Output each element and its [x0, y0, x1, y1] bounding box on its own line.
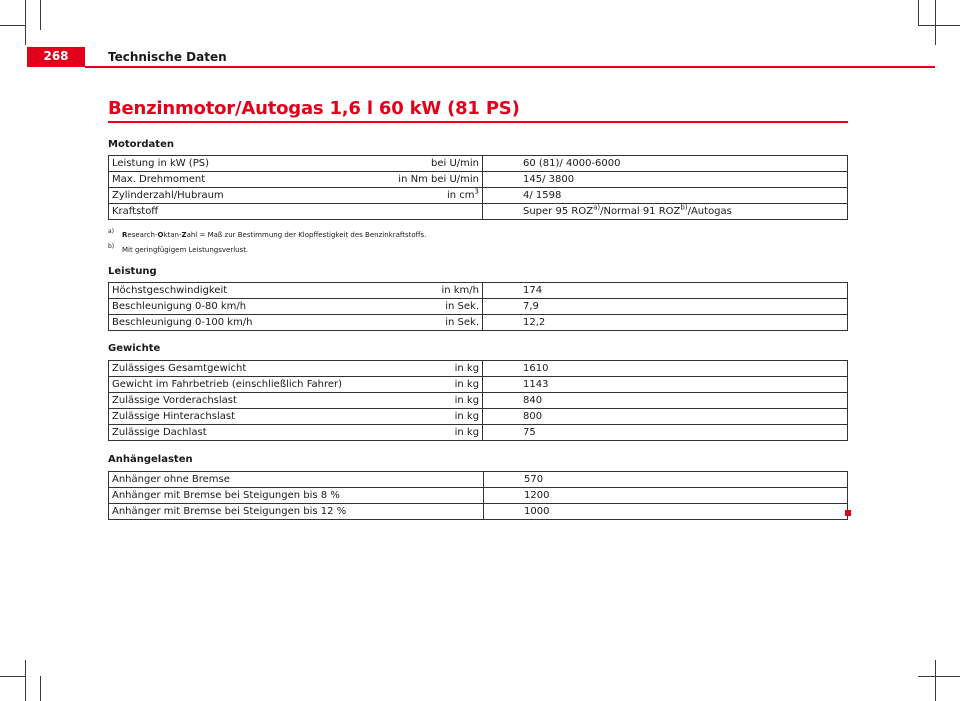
unit-text: in cm [446, 190, 475, 201]
row-label: Anhänger mit Bremse bei Steigungen bis 12 % [109, 504, 484, 520]
table-row [109, 425, 848, 441]
row-label: Gewicht im Fahrbetrieb (einschließlich Fahrer) [109, 377, 346, 393]
table-row [109, 409, 848, 425]
footnote-initial: R [122, 231, 128, 239]
anhaengelasten-table [108, 471, 848, 520]
footnote-initial: O [157, 231, 164, 239]
section-heading-leistung: Leistung [108, 266, 157, 277]
row-value: 75 [483, 425, 848, 441]
unit-superscript: 3 [474, 187, 479, 196]
table-row [109, 299, 848, 315]
table-row [109, 315, 848, 331]
leistung-table [108, 282, 848, 331]
row-unit [345, 188, 483, 204]
row-label: Anhänger ohne Bremse [109, 472, 484, 488]
row-unit: in kg [345, 425, 483, 441]
section-heading-gewichte: Gewichte [108, 343, 161, 354]
crop-mark [918, 25, 960, 26]
crop-mark [25, 0, 26, 45]
table-row [109, 156, 848, 172]
row-unit: in Sek. [345, 299, 483, 315]
crop-mark [918, 676, 960, 677]
row-label: Zylinderzahl/Hubraum [109, 188, 346, 204]
table-row [109, 204, 848, 220]
section-end-marker [845, 510, 851, 516]
crop-mark [0, 676, 25, 677]
row-label: Beschleunigung 0-100 km/h [109, 315, 346, 331]
row-value: 60 (81)/ 4000-6000 [483, 156, 848, 172]
footnote-part: ktan- [163, 231, 182, 239]
row-value: 12,2 [483, 315, 848, 331]
table-row [109, 188, 848, 204]
row-unit: in kg [345, 361, 483, 377]
footnote-text: Mit geringfügigem Leistungsverlust. [122, 246, 249, 254]
row-unit: in kg [345, 393, 483, 409]
table-row [109, 488, 848, 504]
row-value: 1143 [483, 377, 848, 393]
fuel-super: Super 95 ROZ [523, 206, 594, 217]
section-heading-anhaengelasten: Anhängelasten [108, 454, 193, 465]
footnote-mark: b) [108, 243, 115, 250]
crop-mark [25, 660, 26, 701]
row-label: Zulässige Hinterachslast [109, 409, 346, 425]
row-value: 1000 [484, 504, 848, 520]
row-unit: in kg [345, 377, 483, 393]
row-unit: in kg [345, 409, 483, 425]
table-row [109, 361, 848, 377]
footnote-mark: a) [108, 228, 115, 235]
table-row [109, 472, 848, 488]
row-unit [345, 204, 483, 220]
motordaten-table [108, 155, 848, 220]
footnote-text [122, 231, 426, 239]
row-value: 1200 [484, 488, 848, 504]
row-value: 840 [483, 393, 848, 409]
row-value [483, 204, 848, 220]
gewichte-table [108, 360, 848, 441]
footnote-part: esearch- [127, 231, 158, 239]
row-value: 145/ 3800 [483, 172, 848, 188]
row-label: Max. Drehmoment [109, 172, 346, 188]
table-row [109, 504, 848, 520]
running-head: Technische Daten [108, 50, 227, 64]
row-value: 800 [483, 409, 848, 425]
row-unit: in Sek. [345, 315, 483, 331]
table-row [109, 172, 848, 188]
crop-mark [40, 676, 41, 701]
footnote-ref-a: a) [593, 203, 601, 212]
footnote-ref-b: b) [680, 203, 688, 212]
row-value: 174 [483, 283, 848, 299]
crop-mark [935, 0, 936, 45]
page-number: 268 [43, 49, 69, 63]
row-unit: in Nm bei U/min [345, 172, 483, 188]
row-label: Zulässiges Gesamtgewicht [109, 361, 346, 377]
crop-mark [918, 0, 919, 25]
section-heading-motordaten: Motordaten [108, 139, 174, 150]
row-unit: bei U/min [345, 156, 483, 172]
row-value: 570 [484, 472, 848, 488]
table-row [109, 393, 848, 409]
footnote-initial: Z [181, 231, 187, 239]
crop-mark [0, 25, 25, 26]
row-label: Kraftstoff [109, 204, 346, 220]
row-label: Zulässige Dachlast [109, 425, 346, 441]
row-label: Anhänger mit Bremse bei Steigungen bis 8 % [109, 488, 484, 504]
footnote-part: ahl = Maß zur Bestimmung der Klopffestigkeit des Benzinkraftstoffs. [186, 231, 427, 239]
row-label: Zulässige Vorderachslast [109, 393, 346, 409]
page-title: Benzinmotor/Autogas 1,6 l 60 kW (81 PS) [108, 98, 520, 119]
title-rule [108, 121, 848, 123]
row-label: Beschleunigung 0-80 km/h [109, 299, 346, 315]
crop-mark [40, 0, 41, 30]
row-value: 4/ 1598 [483, 188, 848, 204]
row-unit: in km/h [345, 283, 483, 299]
row-value: 1610 [483, 361, 848, 377]
crop-mark [935, 660, 936, 701]
row-value: 7,9 [483, 299, 848, 315]
table-row [109, 283, 848, 299]
header-rule [85, 66, 935, 68]
fuel-normal: /Normal 91 ROZ [600, 206, 681, 217]
table-row [109, 377, 848, 393]
fuel-autogas: /Autogas [687, 206, 732, 217]
row-label: Leistung in kW (PS) [109, 156, 346, 172]
row-label: Höchstgeschwindigkeit [109, 283, 346, 299]
